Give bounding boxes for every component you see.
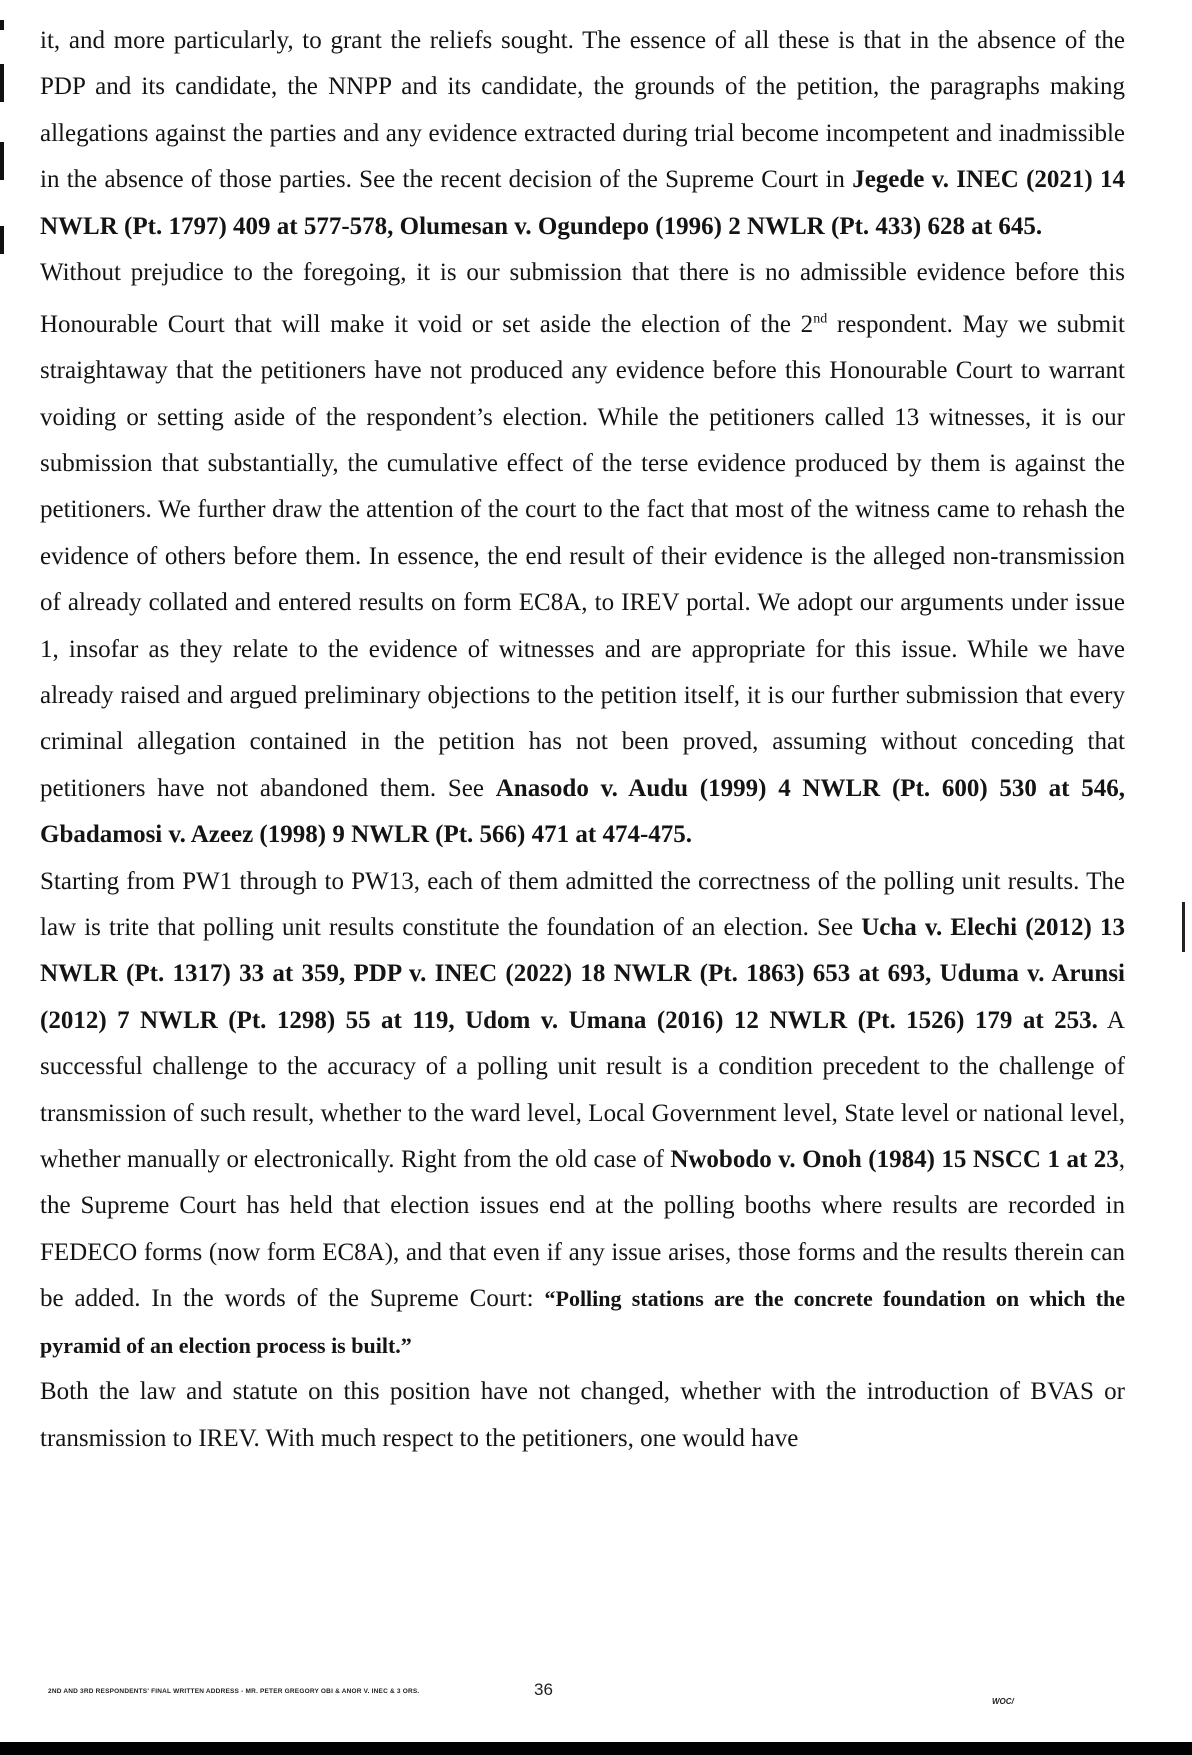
text-run: Both the law and statute on this position have not changed, whether with the introduction of BVAS or transmission to IREV. With much respect to the petitioners, one would have [40, 1378, 1125, 1452]
right-margin-mark [1182, 902, 1185, 952]
case-citation: Jegede v. INEC (2021) 14 NWLR (Pt. 1797) 409 at 577-578, Olumesan v. Ogundepo (1996) 2 NWLR (Pt. 433) 628 at 645. [40, 166, 1125, 240]
text-run: Without prejudice to the foregoing, it is our submission that there is no admissible evidence before this Honourable Court that will make it void or set aside the election of the 2nd respondent. May we submit straightaway that the petitioners have not produced any evidence before this Honourable Court to warrant voiding or setting aside of the respondent’s election. While the petitioners called 13 witnesses, it is our submission that substantially, the cumulative effect of the terse evidence produced by them is against the petitioners. We further draw the attention of the court to the fact that most of the witness came to rehash the evidence of others before them. In essence, the end result of their evidence is the alleged non-transmission of already collated and entered results on form EC8A, to IREV portal. We adopt our arguments under issue 1, insofar as they relate to the evidence of witnesses and are appropriate for this issue. While we have already raised and argued preliminary objections to the petition itself, it is our further submission that every criminal allegation contained in the petition has not been proved, assuming without conceding that petitioners have not abandoned them. See [40, 259, 1125, 802]
page-number: 36 [534, 1680, 553, 1699]
left-margin-mark [0, 226, 4, 254]
left-margin-mark [0, 20, 4, 30]
case-citation: Anasodo v. Audu (1999) 4 NWLR (Pt. 600) 530 at 546, Gbadamosi v. Azeez (1998) 9 NWLR (Pt. 566) 471 at 474-475. [40, 774, 1125, 849]
text-run: A successful challenge to the accuracy of a polling unit result is a condition precedent to the challenge of transmission of such result, whether to the ward level, Local Government level, State level or national level, whether manually or electronically. Right from the old case of [40, 1006, 1125, 1174]
case-citation: “Polling stations are the concrete foundation on which the pyramid of an election process is built.” [40, 1286, 1126, 1358]
case-citation: Ucha v. Elechi (2012) 13 NWLR (Pt. 1317) 33 at 359, PDP v. INEC (2022) 18 NWLR (Pt. 1863) 653 at 693, Uduma v. Arunsi (2012) 7 NWLR (Pt. 1298) 55 at 119, Udom v. Umana (2016) 12 NWLR (Pt. 1526) 179 at 253. [40, 914, 1125, 1034]
paragraph [40, 250, 1125, 859]
bottom-border [0, 1742, 1192, 1755]
text-run: it, and more particularly, to grant the reliefs sought. The essence of all these is that in the absence of the PDP and its candidate, the NNPP and its candidate, the grounds of the petition, the paragraphs making allegations against the parties and any evidence extracted during trial become incompetent and inadmissible in the absence of those parties. See the recent decision of the Supreme Court in [40, 27, 1125, 194]
left-margin-mark [0, 64, 4, 102]
paragraph [40, 859, 1125, 1369]
footer-initials: WOC/ [992, 1697, 1014, 1706]
case-citation: Nwobodo v. Onoh (1984) 15 NSCC 1 at 23 [670, 1146, 1119, 1174]
paragraph [40, 1369, 1125, 1462]
left-margin-mark [0, 142, 4, 180]
footer-caption: 2ND AND 3RD RESPONDENTS' FINAL WRITTEN ADDRESS - MR. PETER GREGORY OBI & ANOR V. INEC & 3 ORS. [48, 1688, 420, 1695]
text-run: Starting from PW1 through to PW13, each of them admitted the correctness of the polling unit results. The law is trite that polling unit results constitute the foundation of an election. See [40, 867, 1125, 942]
paragraph [40, 18, 1125, 250]
text-run: , the Supreme Court has held that election issues end at the polling booths where results are recorded in FEDECO forms (now form EC8A), and that even if any issue arises, those forms and the results therein can be added. In the words of the Supreme Court: [40, 1146, 1125, 1313]
body-text [40, 18, 1125, 1462]
